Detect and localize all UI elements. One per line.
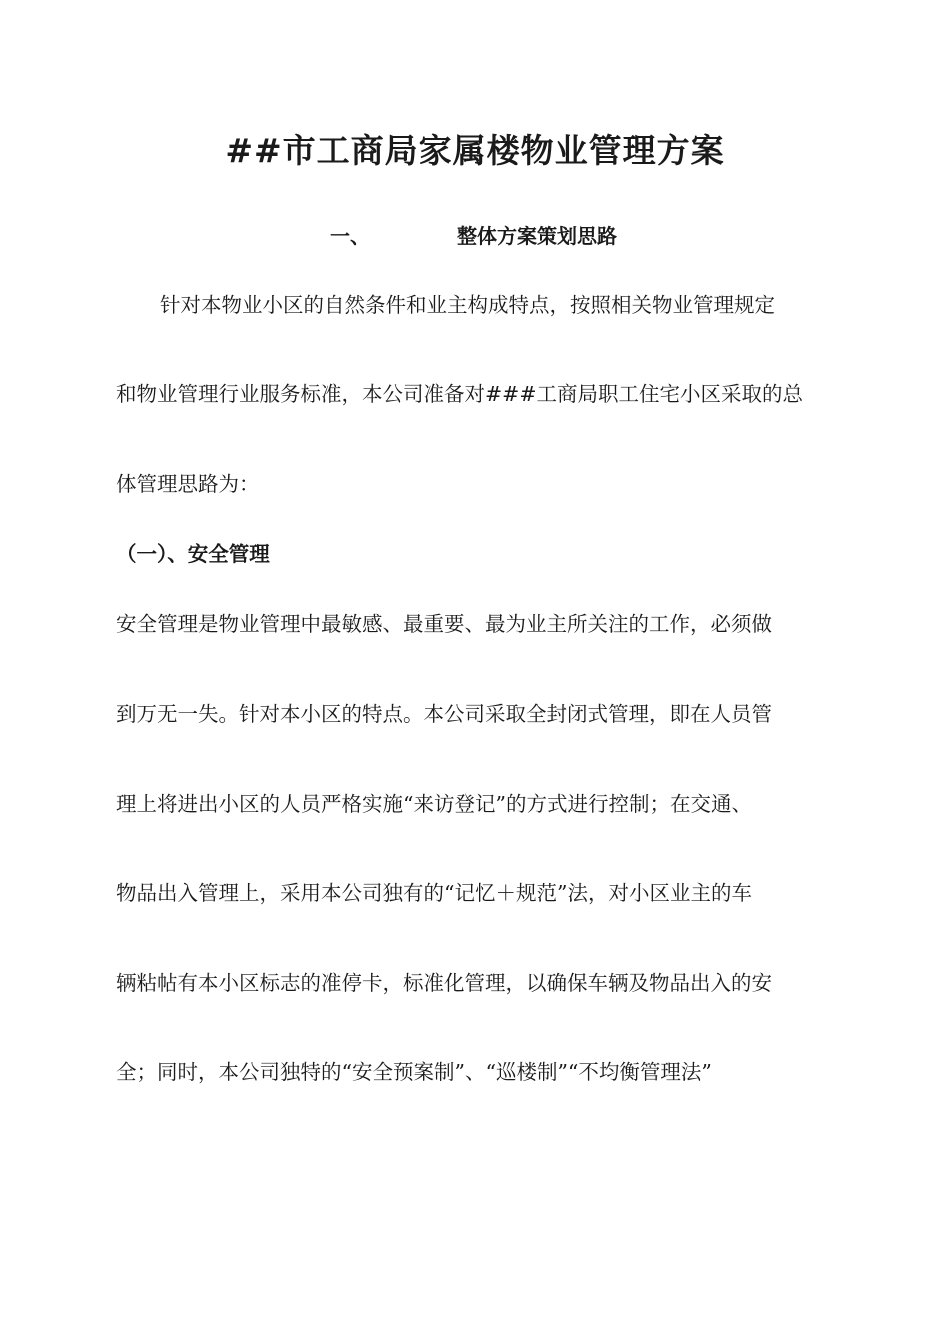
body-line: 安全管理是物业管理中最敏感、最重要、最为业主所关注的工作，必须做: [116, 612, 772, 636]
body-line: 到万无一失。针对本小区的特点。本公司采取全封闭式管理，即在人员管: [116, 702, 772, 726]
intro-line: 体管理思路为：: [116, 472, 260, 496]
intro-line: 针对本物业小区的自然条件和业主构成特点，按照相关物业管理规定: [160, 293, 775, 317]
section-heading: [0, 220, 950, 252]
body-line: 全；同时，本公司独特的“安全预案制”、“巡楼制”“不均衡管理法”: [116, 1060, 712, 1084]
body-line: 辆粘帖有本小区标志的准停卡，标准化管理，以确保车辆及物品出入的安: [116, 971, 772, 995]
body-line: 理上将进出小区的人员严格实施“来访登记”的方式进行控制；在交通、: [116, 792, 752, 816]
intro-line: 和物业管理行业服务标准，本公司准备对###工商局职工住宅小区采取的总: [116, 382, 804, 406]
section-label: 整体方案策划思路: [457, 224, 617, 248]
subsection-heading: （一）、安全管理: [116, 542, 270, 566]
document-title: ##市工商局家属楼物业管理方案: [225, 131, 725, 170]
section-number: 一、: [330, 224, 370, 248]
body-line: 物品出入管理上，采用本公司独有的“记忆＋规范”法，对小区业主的车: [116, 881, 752, 905]
